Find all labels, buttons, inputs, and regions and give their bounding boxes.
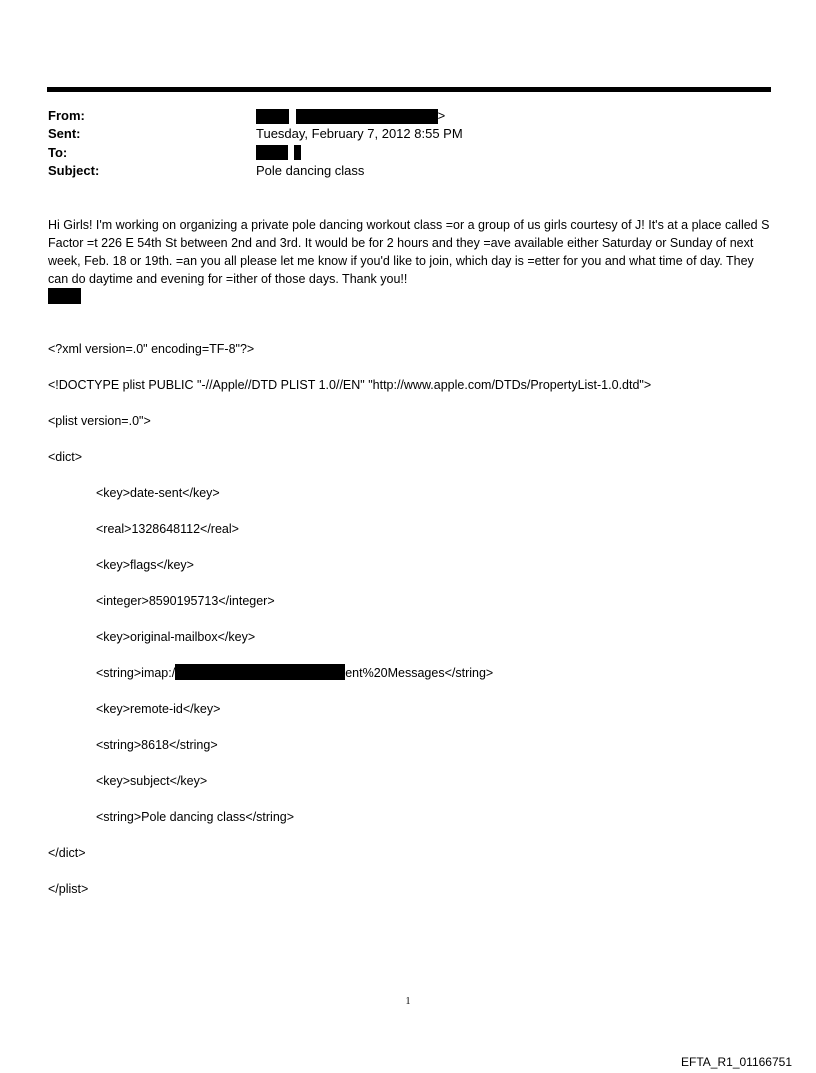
xml-line: <key>remote-id</key> bbox=[96, 702, 221, 716]
from-label: From: bbox=[48, 108, 85, 123]
email-body-text: Hi Girls! I'm working on organizing a private pole dancing workout class =or a group of us girls courtesy of J! It's at a place called S Factor =t 226 E 54th St between 2nd and 3rd. It would be for 2 hours and they =ave available either Saturday or Sunday of next week, Feb. 18 or 19th. =an you all please let me know if you'd like to join, which day is =etter for you and what time of day. They can do daytime and evening for =ither of those days. Thank you!! bbox=[48, 218, 770, 286]
xml-line: <key>subject</key> bbox=[96, 774, 208, 788]
redaction-block bbox=[294, 145, 301, 160]
sent-label: Sent: bbox=[48, 126, 81, 141]
signature-redaction bbox=[48, 288, 81, 304]
from-suffix: > bbox=[437, 108, 446, 123]
xml-line: <string>Pole dancing class</string> bbox=[96, 810, 295, 824]
xml-line: <dict> bbox=[48, 450, 83, 464]
header-rule bbox=[47, 87, 771, 92]
xml-line: <key>date-sent</key> bbox=[96, 486, 220, 500]
xml-line: <!DOCTYPE plist PUBLIC "-//Apple//DTD PLIST 1.0//EN" "http://www.apple.com/DTDs/PropertyList-1.0.dtd"> bbox=[48, 378, 652, 392]
subject-value: Pole dancing class bbox=[256, 163, 365, 178]
xml-line: <integer>8590195713</integer> bbox=[96, 594, 275, 608]
xml-line: <plist version=.0"> bbox=[48, 414, 151, 428]
xml-line: <key>flags</key> bbox=[96, 558, 194, 572]
xml-line-prefix: <string>imap:/ bbox=[96, 666, 176, 680]
redaction-block bbox=[256, 145, 288, 160]
redaction-block bbox=[296, 109, 438, 124]
xml-line-suffix: ent%20Messages</string> bbox=[345, 666, 494, 680]
email-body bbox=[48, 216, 773, 288]
to-value bbox=[256, 144, 301, 160]
page-number: 1 bbox=[405, 996, 411, 1007]
xml-line: <string>8618</string> bbox=[96, 738, 218, 752]
xml-line: <real>1328648112</real> bbox=[96, 522, 239, 536]
xml-line: </dict> bbox=[48, 846, 86, 860]
redaction-block bbox=[175, 664, 345, 680]
xml-line: <key>original-mailbox</key> bbox=[96, 630, 256, 644]
plist-xml bbox=[48, 322, 651, 916]
xml-line: </plist> bbox=[48, 882, 89, 896]
redaction-block bbox=[256, 109, 289, 124]
to-label: To: bbox=[48, 145, 68, 160]
sent-value: Tuesday, February 7, 2012 8:55 PM bbox=[256, 126, 463, 141]
document-id: EFTA_R1_01166751 bbox=[681, 1055, 792, 1069]
xml-line: <?xml version=.0" encoding=TF-8"?> bbox=[48, 342, 255, 356]
xml-line bbox=[48, 664, 651, 682]
subject-label: Subject: bbox=[48, 163, 100, 178]
from-value bbox=[256, 108, 445, 124]
